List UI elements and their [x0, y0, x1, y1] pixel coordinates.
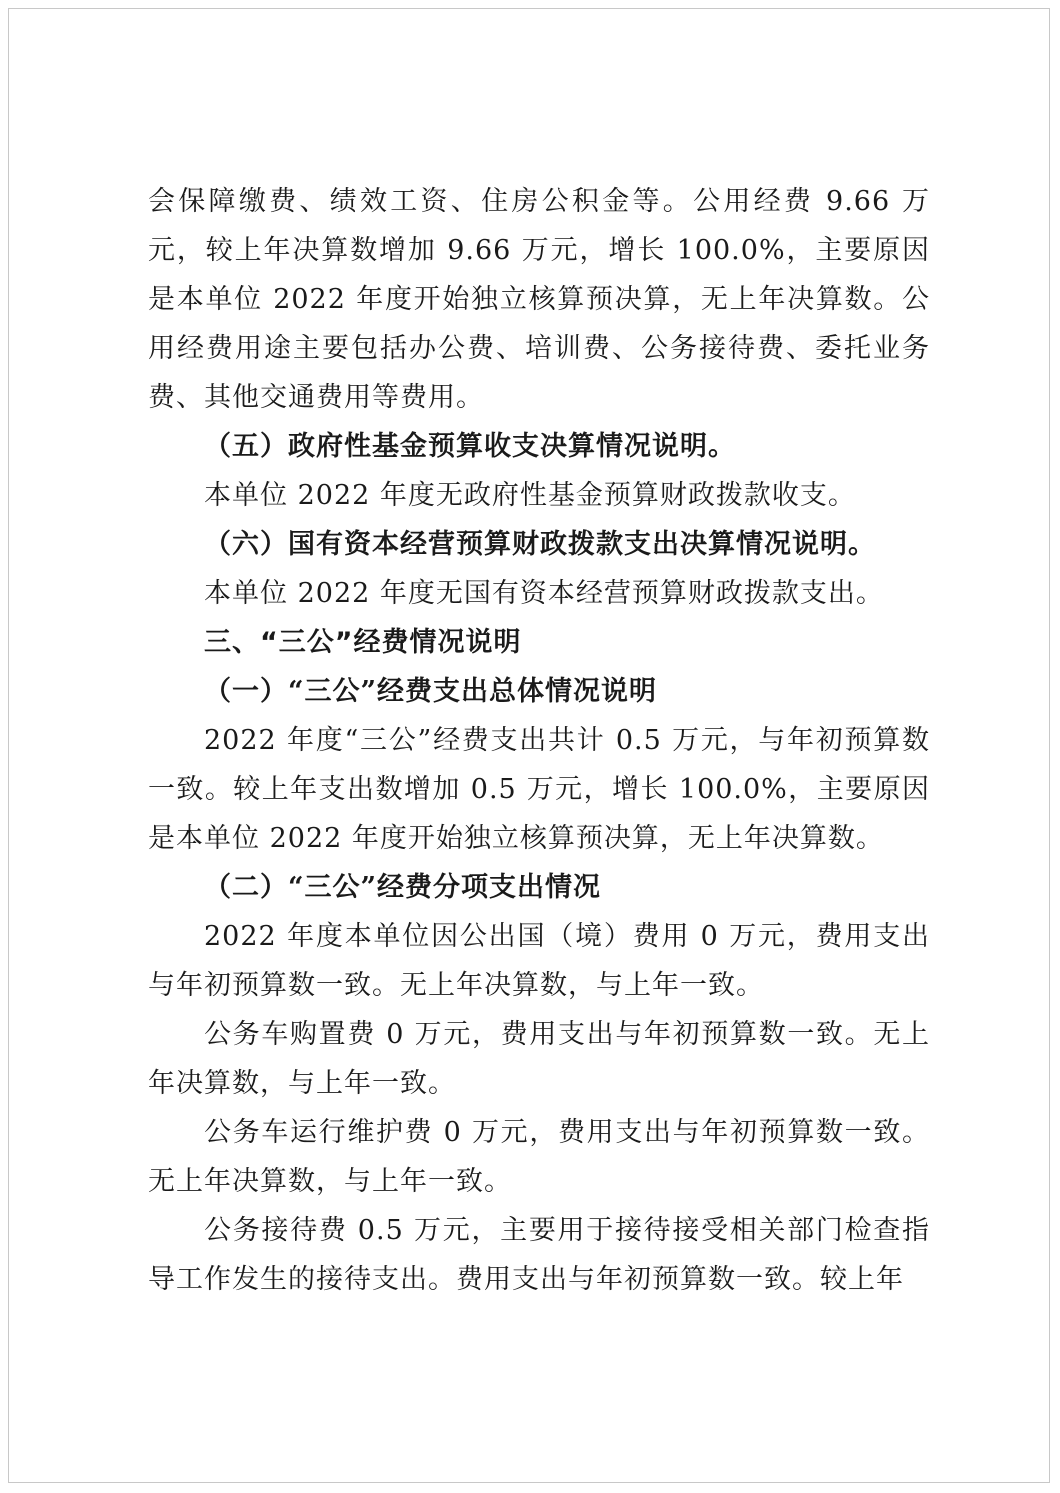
paragraph-official-reception: 公务接待费 0.5 万元，主要用于接待接受相关部门检查指导工作发生的接待支出。费用支出与年初预算数一致。较上年 [148, 1215, 930, 1295]
subheading-three-public-overall: （一）“三公”经费支出总体情况说明 [204, 676, 658, 707]
section-heading-three-public: 三、“三公”经费情况说明 [204, 627, 522, 658]
paragraph-government-fund: 本单位 2022 年度无政府性基金预算财政拨款收支。 [204, 480, 856, 511]
paragraph-vehicle-purchase: 公务车购置费 0 万元，费用支出与年初预算数一致。无上年决算数，与上年一致。 [148, 1019, 930, 1099]
subheading-government-fund: （五）政府性基金预算收支决算情况说明。 [204, 431, 736, 462]
page-body [148, 177, 930, 1304]
paragraph-public-expenses: 会保障缴费、绩效工资、住房公积金等。公用经费 9.66 万元，较上年决算数增加 9.66 万元，增长 100.0%，主要原因是本单位 2022 年度开始独立核算预决算，无上年决算数。公用经费用途主要包括办公费、培训费、公务接待费、委托业务费、其他交通费用等费用。 [148, 186, 930, 413]
paragraph-three-public-overall: 2022 年度“三公”经费支出共计 0.5 万元，与年初预算数一致。较上年支出数增加 0.5 万元，增长 100.0%，主要原因是本单位 2022 年度开始独立核算预决算，无上年决算数。 [148, 725, 930, 854]
paragraph-vehicle-maintenance: 公务车运行维护费 0 万元，费用支出与年初预算数一致。无上年决算数，与上年一致。 [148, 1117, 930, 1197]
document-page [8, 8, 1050, 1483]
subheading-state-capital: （六）国有资本经营预算财政拨款支出决算情况说明。 [204, 529, 876, 560]
subheading-three-public-items: （二）“三公”经费分项支出情况 [204, 872, 602, 903]
paragraph-overseas-travel: 2022 年度本单位因公出国（境）费用 0 万元，费用支出与年初预算数一致。无上年决算数，与上年一致。 [148, 921, 930, 1001]
paragraph-state-capital: 本单位 2022 年度无国有资本经营预算财政拨款支出。 [204, 578, 884, 609]
